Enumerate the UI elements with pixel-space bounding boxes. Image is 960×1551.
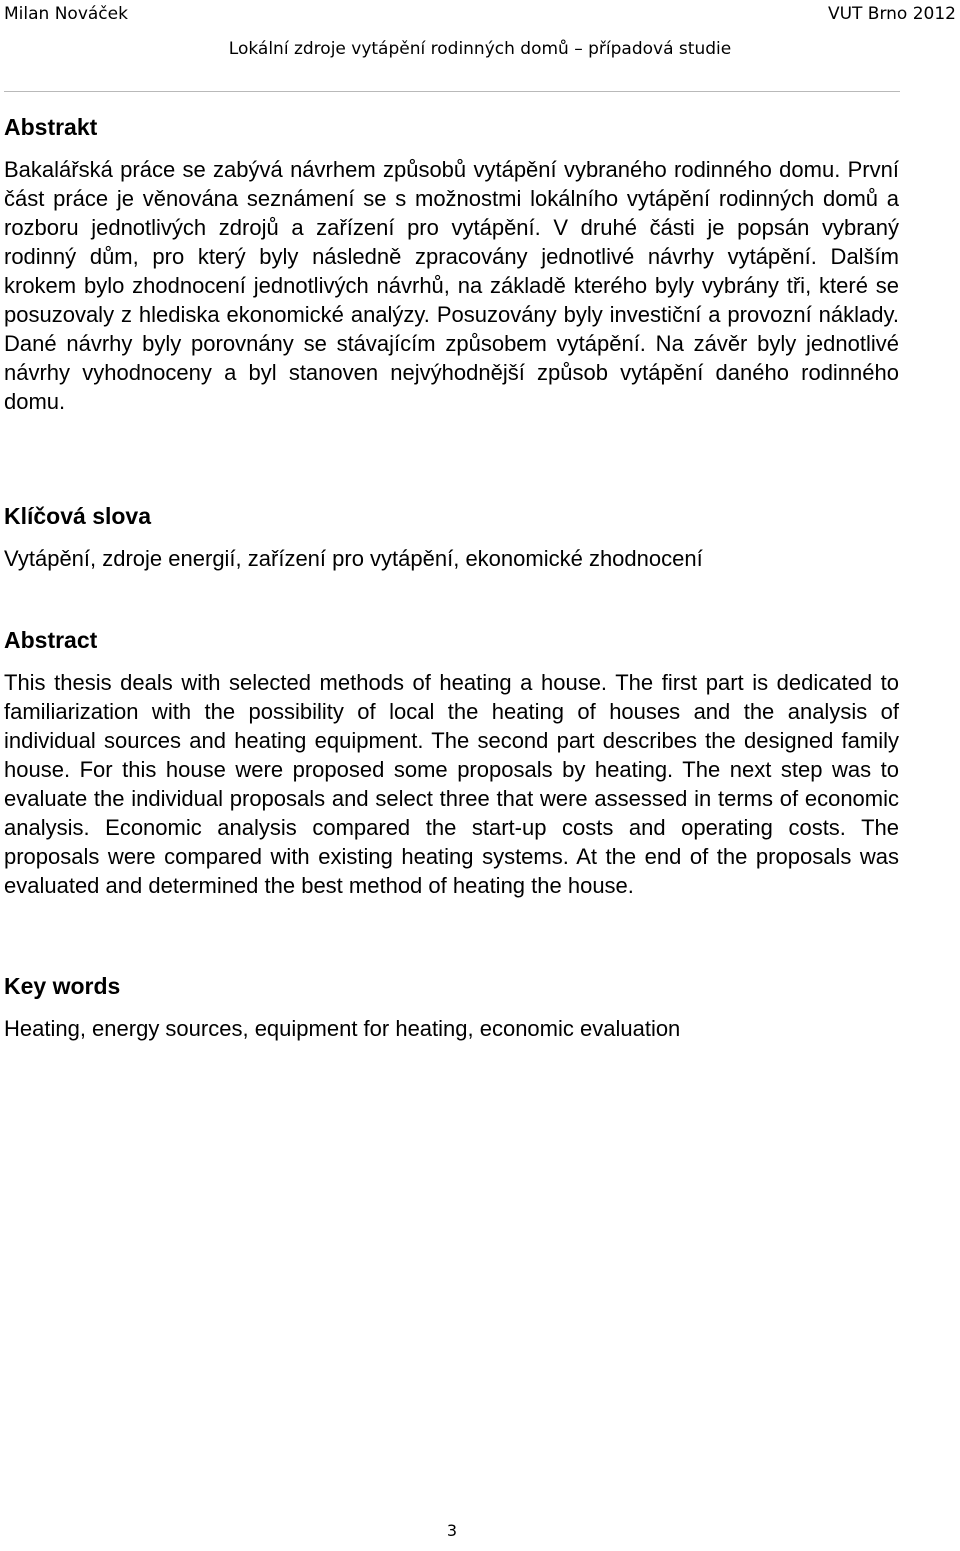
abstrakt-text: Bakalářská práce se zabývá návrhem způsobů vytápění vybraného rodinného domu. První část práce je věnována seznámení se s možnostmi lokálního vytápění rodinných domů a rozboru jednotlivých zdrojů a zařízení pro vytápění. V druhé části je popsán vybraný rodinný dům, pro který byly následně zpracovány jednotlivé návrhy vytápění. Dalším krokem bylo zhodnocení jednotlivých návrhů, na základě kterého byly vybrány tři, které se posuzovaly z hlediska ekonomické analýzy. Posuzovány byly investiční a provozní náklady. Dané návrhy byly porovnány se stávajícím způsobem vytápění. Na závěr byly jednotlivé návrhy vyhodnoceny a byl stanoven nejvýhodnější způsob vytápění daného rodinného domu. [4,157,899,414]
abstract-section [4,626,899,900]
klicova-slova-text: Vytápění, zdroje energií, zařízení pro vytápění, ekonomické zhodnocení [4,546,703,571]
abstrakt-heading: Abstrakt [4,114,98,140]
header-institution: VUT Brno 2012 [827,4,956,24]
header-author: Milan Nováček [4,4,128,24]
page-header [0,0,960,92]
klicova-slova-heading: Klíčová slova [4,503,152,529]
key-words-text: Heating, energy sources, equipment for heating, economic evaluation [4,1016,681,1041]
key-words-section [4,972,899,1043]
header-divider [4,91,900,92]
header-thesis-title: Lokální zdroje vytápění rodinných domů – případová studie [228,39,732,59]
abstract-heading: Abstract [4,627,98,653]
abstract-text: This thesis deals with selected methods of heating a house. The first part is dedicated to familiarization with the possibility of local the heating of houses and the analysis of individual sources and heating equipment. The second part describes the designed family house. For this house were proposed some proposals by heating. The next step was to evaluate the individual proposals and select three that were assessed in terms of economic analysis. Economic analysis compared the start-up costs and operating costs. The proposals were compared with existing heating systems. At the end of the proposals was evaluated and determined the best method of heating the house. [4,670,899,898]
abstrakt-section [4,113,899,416]
page-number: 3 [446,1521,458,1540]
klicova-slova-section [4,502,899,573]
key-words-heading: Key words [4,973,121,999]
